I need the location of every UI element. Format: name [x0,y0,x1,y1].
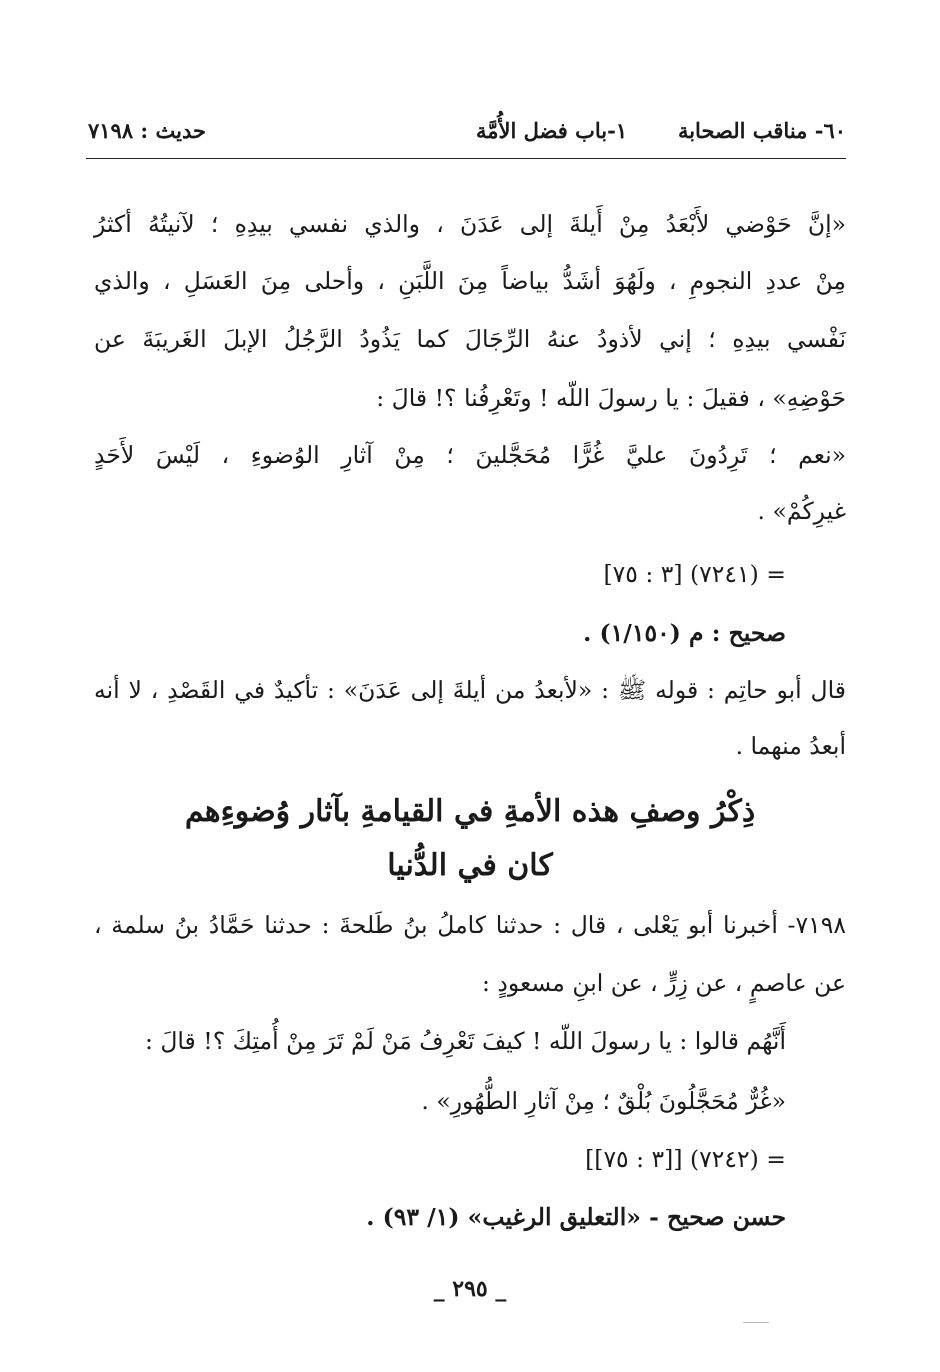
scan-mark [743,1322,769,1323]
cross-reference-line: = (٧٢٤٢) [[٣ : ٧٥]] [585,1145,786,1173]
text-line: «إنَّ حَوْضي لأَبْعَدُ مِنْ أَيلةَ إلى عَدَنَ ، والذي نفسي بيدِهِ ؛ لآنيتُهُ أكثرُ [94,210,846,238]
isnad-line: عن عاصمٍ ، عن زِرٍّ ، عن ابنِ مسعودٍ : [482,969,846,997]
grading-line: حسن صحيح - «التعليق الرغيب» (١/ ٩٣) . [366,1203,786,1231]
text-line: مِنْ عددِ النجومِ ، ولَهُوَ أشَدُّ بياضاً مِنَ اللَّبَنِ ، وأحلى مِنَ العَسَلِ ، والذي [94,267,846,295]
commentary-line: قال أبو حاتِم : قوله ﷺ : «لأبعدُ من أيلةَ إلى عَدَنَ» : تأكيدٌ في القَصْدِ ، لا أنه [94,676,846,704]
chapter-heading: ذِكْرُ وصفِ هذه الأمةِ في القيامةِ بآثار وُضوءِهم [184,794,756,829]
chapter-heading-continued: كان في الدُّنيا [387,848,553,883]
grading-line: صحيح : م (١/١٥٠) . [583,619,786,647]
header-rule [86,158,846,159]
text-line: حَوْضِهِ» ، فقيلَ : يا رسولَ اللّه ! وتَعْرِفُنا ؟! قالَ : [376,384,846,412]
commentary-line: أبعدُ منهما . [735,732,846,760]
running-header-chapter: ٦٠- مناقب الصحابة [677,118,846,143]
text-line: «غُرٌّ مُحَجَّلُونَ بُلْقٌ ؛ مِنْ آثارِ الطُّهُورِ» . [421,1087,786,1115]
running-header-section: ١-باب فضل الأُمَّة [476,118,628,143]
text-line: نَفْسي بيدِهِ ؛ إني لأذودُ عنهُ الرِّجَالَ كما يَذُودُ الرَّجُلُ الإبلَ الغَريبَةَ عن [94,325,846,353]
running-header-hadith-ref: حديث : ٧١٩٨ [88,118,206,143]
page-number: _ ٢٩٥ _ [433,1276,507,1302]
text-line: غيرِكُمْ» . [757,497,846,525]
cross-reference-line: = (٧٢٤١) [٣ : ٧٥] [603,560,786,588]
text-line: «نعم ؛ تَرِدُونَ عليَّ غُرًّا مُحَجَّلينَ ؛ مِنْ آثارِ الوُضوءِ ، لَيْسَ لأَحَدٍ [94,441,846,469]
isnad-line: ٧١٩٨- أخبرنا أبو يَعْلى ، قال : حدثنا كاملُ بنُ طَلحةَ : حدثنا حَمَّادُ بنُ سلمة ، [94,911,846,939]
text-line: أَنَّهُم قالوا : يا رسولَ اللّه ! كيفَ تَعْرِفُ مَنْ لَمْ تَرَ مِنْ أُمتِكَ ؟! قالَ : [144,1027,786,1055]
